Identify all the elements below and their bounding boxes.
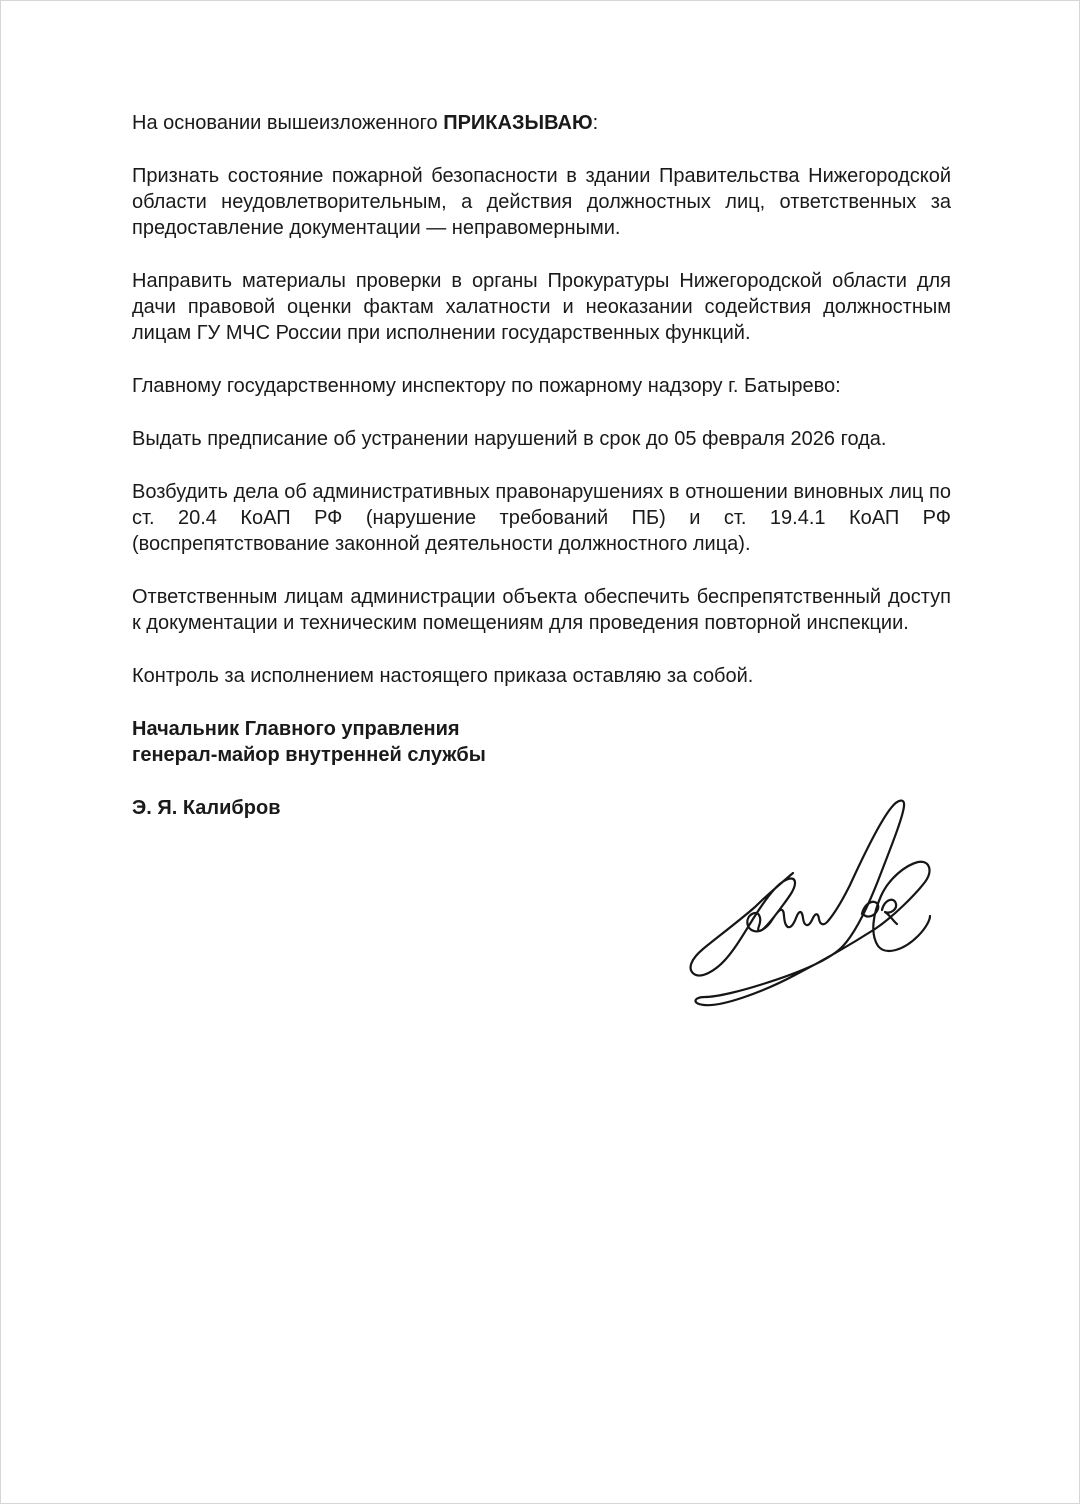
- order-paragraph: Главному государственному инспектору по пожарному надзору г. Батырево:: [132, 375, 841, 397]
- document-body: [132, 110, 951, 821]
- order-paragraph: Признать состояние пожарной безопасности в здании Правительства Нижегородской области неудовлетворительным, а действия должностных лиц, ответственных за предоставление документации — неправомерными.: [132, 165, 951, 239]
- order-paragraph: Возбудить дела об административных правонарушениях в отношении виновных лиц по ст. 20.4 КоАП РФ (нарушение требований ПБ) и ст. 19.4.1 КоАП РФ (воспрепятствование законной деятельности должностного лица).: [132, 481, 951, 555]
- signoff-position: [132, 716, 951, 768]
- signoff-position-line1: Начальник Главного управления: [132, 718, 460, 740]
- order-paragraph: Контроль за исполнением настоящего приказа оставляю за собой.: [132, 665, 754, 687]
- order-keyword: ПРИКАЗЫВАЮ: [443, 112, 593, 134]
- intro-line: [132, 110, 951, 136]
- order-paragraph: Выдать предписание об устранении нарушений в срок до 05 февраля 2026 года.: [132, 428, 887, 450]
- signoff-name: Э. Я. Калибров: [132, 797, 281, 819]
- order-paragraph: Ответственным лицам администрации объекта обеспечить беспрепятственный доступ к документации и техническим помещениям для проведения повторной инспекции.: [132, 586, 951, 634]
- intro-suffix: :: [592, 112, 599, 134]
- order-paragraph: Направить материалы проверки в органы Прокуратуры Нижегородской области для дачи правовой оценки фактам халатности и неоказании содействия должностным лицам ГУ МЧС России при исполнении государственных функций.: [132, 270, 951, 344]
- intro-prefix: На основании вышеизложенного: [132, 112, 444, 134]
- signoff-position-line2: генерал-майор внутренней службы: [132, 744, 486, 766]
- handwritten-signature-icon: [679, 797, 939, 1012]
